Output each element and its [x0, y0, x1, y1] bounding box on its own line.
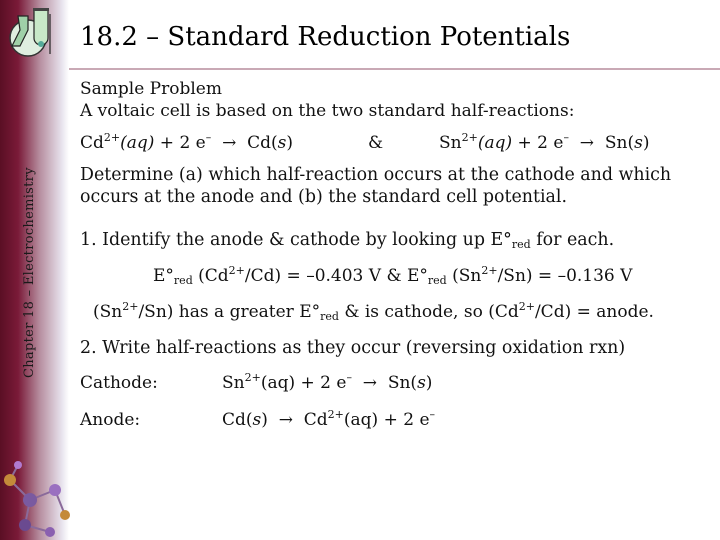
sample-heading: Sample Problem	[80, 79, 222, 99]
cathode-reaction: $Sn^{2+}(aq) + 2$ e– → Sn(s)	[222, 371, 433, 393]
anode-reaction: $Cd(s) \to Cd^{2+}(aq) + 2$ e–	[222, 408, 436, 430]
arrow-icon: →	[362, 373, 378, 393]
e-values-line: $E^\circ_{red}$ $(Cd^{2+}/Cd) = -0.403$ V & $E^\circ_{red}$ $(Sn^{2+}/Sn) = -0.136$ V	[153, 264, 633, 287]
step-2: 2. Write half-reactions as they occur (reversing oxidation rxn)	[80, 338, 626, 358]
arrow-icon: →	[222, 133, 237, 153]
step-1: 1. Identify the anode & cathode by looking up $E^\circ_{red}$ for each.	[80, 230, 615, 251]
anode-label: Anode:	[80, 410, 141, 430]
intro-text: A voltaic cell is based on the two standard half-reactions:	[80, 101, 575, 121]
arrow-icon: →	[579, 133, 595, 153]
molecule-decoration-icon	[0, 460, 75, 540]
determine-line-2: occurs at the anode and (b) the standard cell potential.	[80, 187, 567, 207]
title-divider	[69, 68, 720, 70]
conclusion-line: $(Sn^{2+}/Sn)$ has a greater $E^\circ_{red}$ & is cathode, so $(Cd^{2+}/Cd)$ = anode.	[93, 300, 654, 323]
slide-title: 18.2 – Standard Reduction Potentials	[80, 22, 571, 52]
ampersand: &	[368, 133, 384, 153]
flask-logo-icon	[4, 4, 62, 62]
determine-line-1: Determine (a) which half-reaction occurs at the cathode and which	[80, 165, 672, 185]
half-reaction-cd: $Cd^{2+}(aq) + 2$ e– → Cd(s)	[80, 131, 294, 153]
sidebar-chapter-label: Chapter 18 – Electrochemistry	[22, 167, 37, 378]
sidebar-band	[0, 0, 69, 540]
arrow-icon: →	[278, 410, 293, 430]
cathode-label: Cathode:	[80, 373, 158, 393]
half-reaction-sn: $Sn^{2+}(aq) + 2$ e– → Sn(s)	[439, 131, 650, 153]
